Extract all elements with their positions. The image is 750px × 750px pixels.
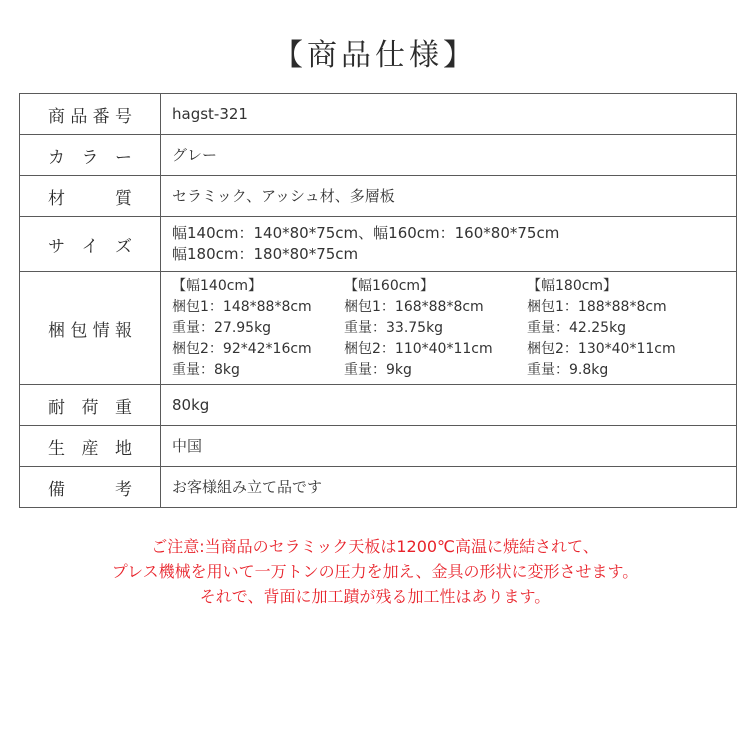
row-label: 梱 包 情 報 [20,272,161,385]
row-value: グレー [161,135,737,176]
table-row-packing [20,272,737,385]
packing-column-140: 【幅140cm】 梱包1：148*88*8cm 重量：27.95kg 梱包2：92*42*16cm 重量：8kg [172,277,312,378]
row-value: hagst-321 [161,94,737,135]
packing-column-180: 【幅180cm】 梱包1：188*88*8cm 重量：42.25kg 梱包2：130*40*11cm 重量：9.8kg [527,277,676,378]
size-line-1: 幅140cm：140*80*75cm、幅160cm：160*80*75cm [172,224,560,242]
caution-line-1: ご注意:当商品のセラミック天板は1200℃高温に焼結されて、 [151,537,599,556]
row-value: 中国 [161,426,737,467]
table-row-size [20,217,737,272]
row-label: 備 考 [20,467,161,508]
table-row-origin [20,426,737,467]
row-value: 80kg [161,385,737,426]
packing-columns [172,276,736,381]
row-value [161,217,737,272]
table-row-load [20,385,737,426]
size-line-2: 幅180cm：180*80*75cm [172,245,359,263]
row-label: 材 質 [20,176,161,217]
row-value: お客様組み立て品です [161,467,737,508]
caution-line-2: プレス機械を用いて一万トンの圧力を加え、金具の形状に変形させます。 [111,562,639,581]
row-label: 商 品 番 号 [20,94,161,135]
table-row-color [20,135,737,176]
table-row-product-number [20,94,737,135]
caution-note [0,534,750,609]
row-value [161,272,737,385]
caution-line-3: それで、背面に加工蹟が残る加工性はあります。 [199,587,551,606]
row-label: サ イ ズ [20,217,161,272]
row-value: セラミック、アッシュ材、多層板 [161,176,737,217]
row-label: カ ラ ー [20,135,161,176]
table-row-remarks [20,467,737,508]
table-row-material [20,176,737,217]
packing-column-160: 【幅160cm】 梱包1：168*88*8cm 重量：33.75kg 梱包2：110*40*11cm 重量：9kg [344,277,493,378]
row-label: 生 産 地 [20,426,161,467]
spec-table [19,93,737,508]
row-label: 耐 荷 重 [20,385,161,426]
page-title: 【商品仕様】 [273,38,477,73]
